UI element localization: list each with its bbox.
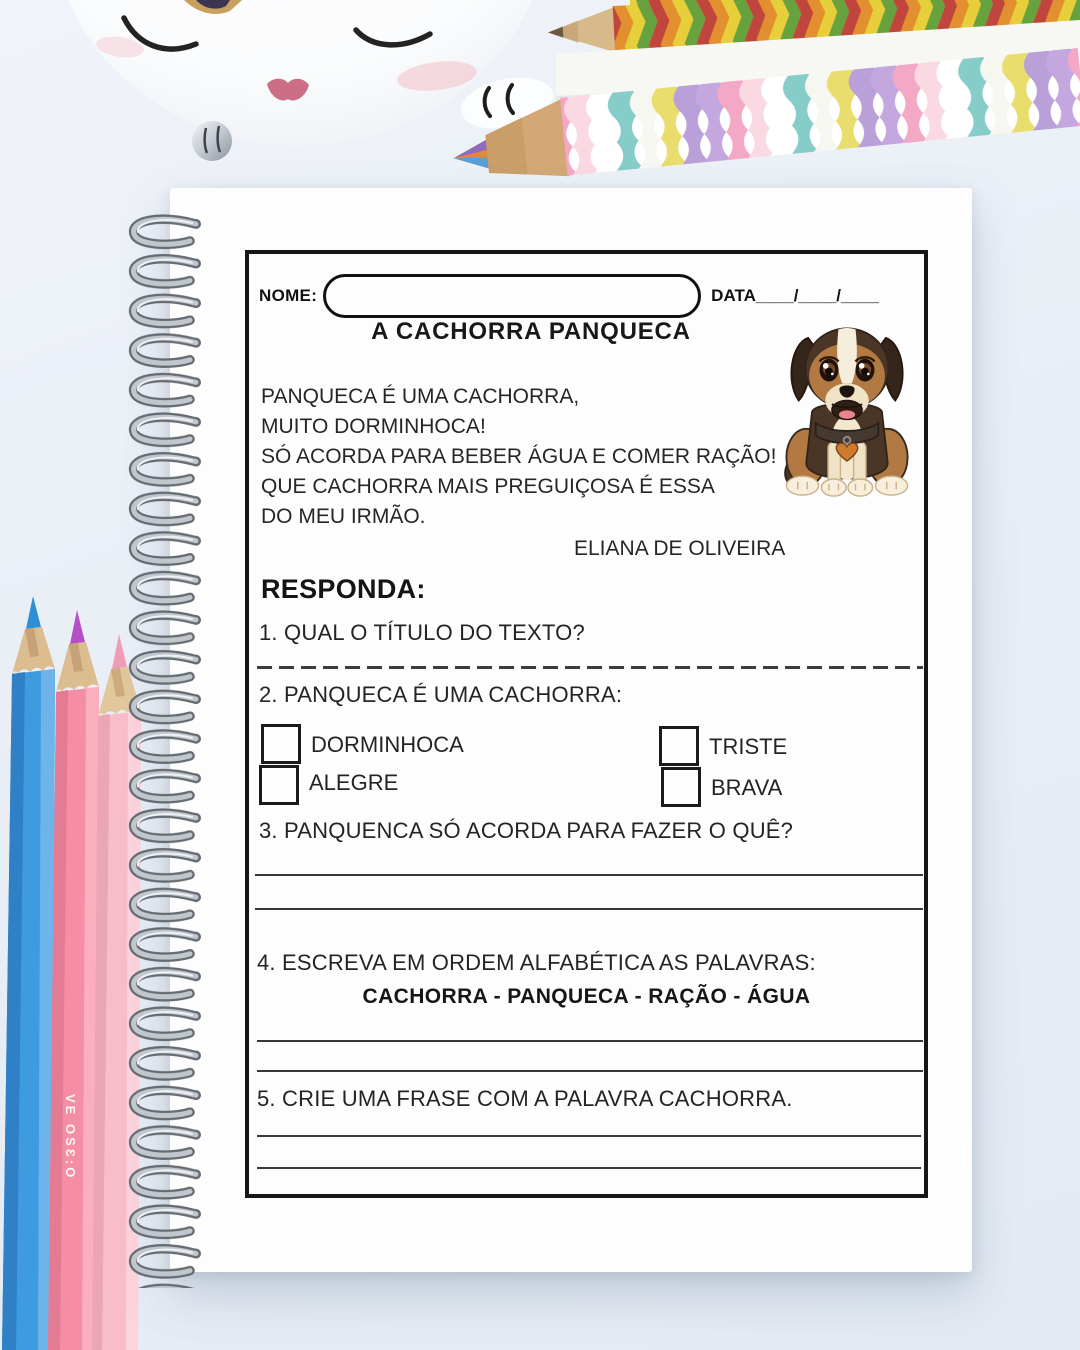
name-input-field[interactable] — [323, 274, 701, 318]
poem-line: PANQUECA É UMA CACHORRA, — [261, 385, 580, 408]
reading-passage — [261, 382, 809, 532]
question-4-word-list: CACHORRA - PANQUECA - RAÇÃO - ÁGUA — [362, 985, 811, 1008]
q3-answer-line-1[interactable] — [255, 874, 923, 876]
pink-pencil — [48, 610, 99, 1350]
question-4: 4. ESCREVA EM ORDEM ALFABÉTICA AS PALAVRAS: — [257, 950, 816, 975]
cat-ornament-illustration — [48, 0, 558, 161]
date-field — [711, 286, 879, 306]
checkbox-triste[interactable] — [659, 726, 699, 766]
option-label-triste: TRISTE — [709, 734, 788, 759]
responda-heading: RESPONDA: — [261, 574, 426, 604]
question-1: 1. QUAL O TÍTULO DO TEXTO? — [259, 620, 585, 645]
question-2: 2. PANQUECA É UMA CACHORRA: — [259, 682, 623, 707]
poem-line: DO MEU IRMÃO. — [261, 505, 426, 528]
date-label: DATA — [711, 286, 756, 305]
option-label-dorminhoca: DORMINHOCA — [311, 732, 464, 757]
question-5: 5. CRIE UMA FRASE COM A PALAVRA CACHORRA. — [257, 1086, 793, 1111]
checkbox-dorminhoca[interactable] — [261, 724, 301, 764]
poem-line: QUE CACHORRA MAIS PREGUIÇOSA É ESSA — [261, 475, 715, 498]
worksheet-title: A CACHORRA PANQUECA — [371, 318, 691, 345]
poem-author: ELIANA DE OLIVEIRA — [574, 537, 786, 560]
q5-answer-line-2[interactable] — [257, 1167, 921, 1169]
blue-pencil — [2, 596, 55, 1350]
option-label-alegre: ALEGRE — [309, 770, 399, 795]
q3-answer-line-2[interactable] — [255, 908, 923, 910]
spiral-binding — [118, 213, 228, 1288]
date-blanks[interactable]: ____/____/____ — [755, 286, 879, 305]
question-3: 3. PANQUENCA SÓ ACORDA PARA FAZER O QUÊ? — [259, 818, 794, 843]
spiral-coils — [118, 213, 228, 1288]
q1-answer-line[interactable] — [257, 666, 923, 669]
poem-line: SÓ ACORDA PARA BEBER ÁGUA E COMER RAÇÃO! — [261, 445, 777, 468]
checkbox-brava[interactable] — [661, 767, 701, 807]
q5-answer-line-1[interactable] — [257, 1135, 921, 1137]
poem-line: MUITO DORMINHOCA! — [261, 415, 486, 438]
name-label: NOME: — [259, 286, 318, 305]
q4-answer-line-2[interactable] — [257, 1070, 923, 1072]
option-label-brava: BRAVA — [711, 775, 783, 800]
checkbox-alegre[interactable] — [259, 765, 299, 805]
pencil-brand-text: VE OSƐ:O — [63, 1094, 78, 1181]
bell-icon — [192, 121, 232, 161]
worksheet — [245, 250, 928, 1198]
q4-answer-line-1[interactable] — [257, 1040, 923, 1042]
